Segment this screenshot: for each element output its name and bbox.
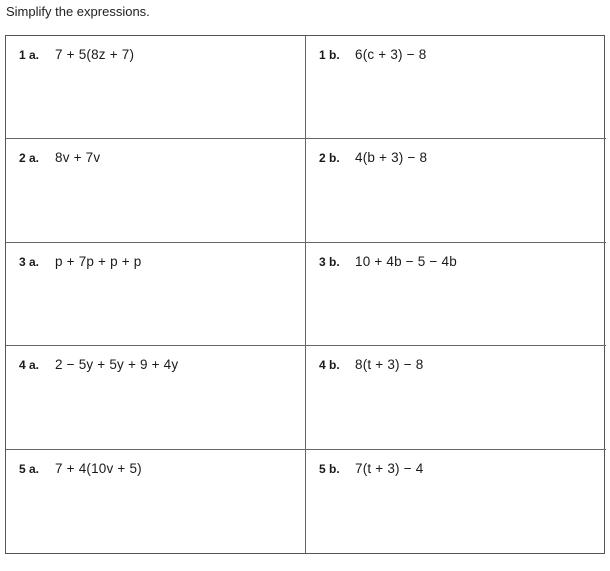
- problem-cell[interactable]: [306, 346, 606, 449]
- problem-expression: 7(t + 3) − 4: [355, 460, 424, 476]
- problem-expression: 2 − 5y + 5y + 9 + 4y: [55, 357, 179, 373]
- problem-label: 1 a.: [19, 48, 40, 62]
- problem-label: 2 b.: [319, 151, 340, 166]
- problem-cell[interactable]: [6, 346, 306, 449]
- problem-expression: p + 7p + p + p: [55, 253, 142, 269]
- problem-label: 4 b.: [319, 358, 340, 373]
- problem-expression: 6(c + 3) − 8: [355, 47, 427, 62]
- problem-expression: 4(b + 3) − 8: [355, 150, 428, 166]
- problem-expression: 8(t + 3) − 8: [355, 357, 424, 373]
- problem-cell[interactable]: [6, 36, 306, 139]
- problem-expression: 7 + 5(8z + 7): [55, 47, 135, 62]
- problem-cell[interactable]: [306, 139, 606, 242]
- problem-label: 5 a.: [19, 461, 40, 476]
- problem-label: 3 b.: [319, 254, 340, 269]
- problem-label: 2 a.: [19, 151, 40, 166]
- problem-expression: 10 + 4b − 5 − 4b: [355, 253, 457, 269]
- problem-cell[interactable]: [306, 36, 606, 139]
- problem-grid: [5, 35, 605, 554]
- problem-expression: 7 + 4(10v + 5): [55, 460, 142, 476]
- instructions-text: Simplify the expressions.: [6, 4, 150, 19]
- problem-cell[interactable]: [6, 243, 306, 346]
- problem-expression: 8v + 7v: [55, 150, 101, 166]
- problem-label: 4 a.: [19, 358, 40, 373]
- problem-cell[interactable]: [6, 139, 306, 242]
- problem-cell[interactable]: [306, 243, 606, 346]
- problem-label: 3 a.: [19, 254, 40, 269]
- problem-cell[interactable]: [306, 450, 606, 553]
- problem-label: 5 b.: [319, 461, 340, 476]
- problem-label: 1 b.: [319, 48, 340, 62]
- problem-cell[interactable]: [6, 450, 306, 553]
